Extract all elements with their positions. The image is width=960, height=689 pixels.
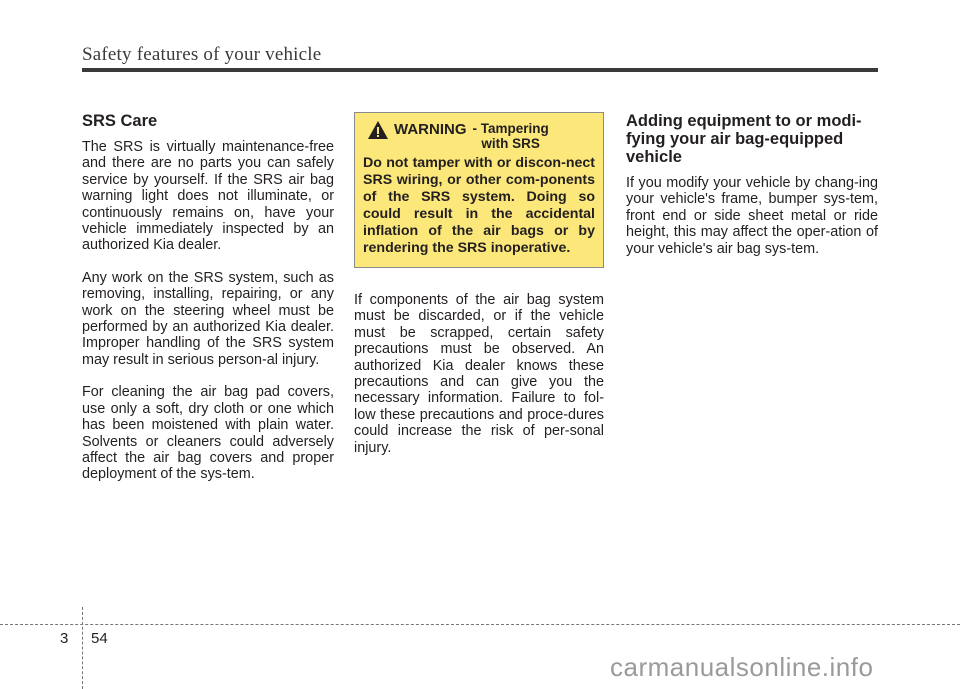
column-warning	[354, 112, 604, 472]
paragraph: If you modify your vehicle by chang-ing your vehicle's frame, bumper sys-tem, front end or side sheet metal or ride height, this may affect the oper-ation of your vehicle's air bag sys-tem.	[626, 175, 878, 257]
paragraph: The SRS is virtually maintenance-free and there are no parts you can safely service by yourself. If the SRS air bag warning light does not illuminate, or continuously remains on, have your vehicle immediately inspected by an authorized Kia dealer.	[82, 139, 334, 254]
warning-box	[354, 112, 604, 268]
paragraph: For cleaning the air bag pad covers, use only a soft, dry cloth or one which has been moistened with plain water. Solvents or cleaners could adversely affect the air bag covers and proper deployment of the sys-tem.	[82, 384, 334, 483]
footer-rule	[0, 624, 960, 625]
header-rule	[82, 68, 878, 72]
watermark: carmanualsonline.info	[610, 652, 874, 682]
paragraph: If components of the air bag system must be discarded, or if the vehicle must be scrapped, certain safety precautions must be observed. An authorized Kia dealer knows these precautions and can give you the necessary information. Failure to fol-low these precautions and proce-dures could increase the risk of per-sonal injury.	[354, 292, 604, 456]
warning-subtitle: - Tampering with SRS	[472, 121, 549, 151]
warning-triangle-icon	[367, 120, 389, 140]
page-header-title: Safety features of your vehicle	[82, 44, 322, 65]
column-srs-care	[82, 112, 334, 499]
section-heading-srs-care: SRS Care	[82, 112, 158, 130]
warning-header	[363, 121, 595, 151]
chapter-number: 3	[60, 630, 69, 647]
warning-title: WARNING	[394, 121, 467, 138]
warning-body: Do not tamper with or discon-nect SRS wiring, or other com-ponents of the SRS system. Doing so could result in the accidental inflation of the air bags or by rendering the SRS inoperative.	[363, 155, 595, 256]
paragraph: Any work on the SRS system, such as removing, installing, repairing, or any work on the steering wheel must be performed by an authorized Kia dealer. Improper handling of the SRS system may result in serious person-al injury.	[82, 269, 334, 368]
column-adding-equipment	[626, 112, 878, 273]
page-number: 54	[91, 630, 108, 647]
section-heading-adding-equipment: Adding equipment to or modi-fying your air bag-equipped vehicle	[626, 112, 862, 166]
crop-mark	[82, 607, 83, 689]
